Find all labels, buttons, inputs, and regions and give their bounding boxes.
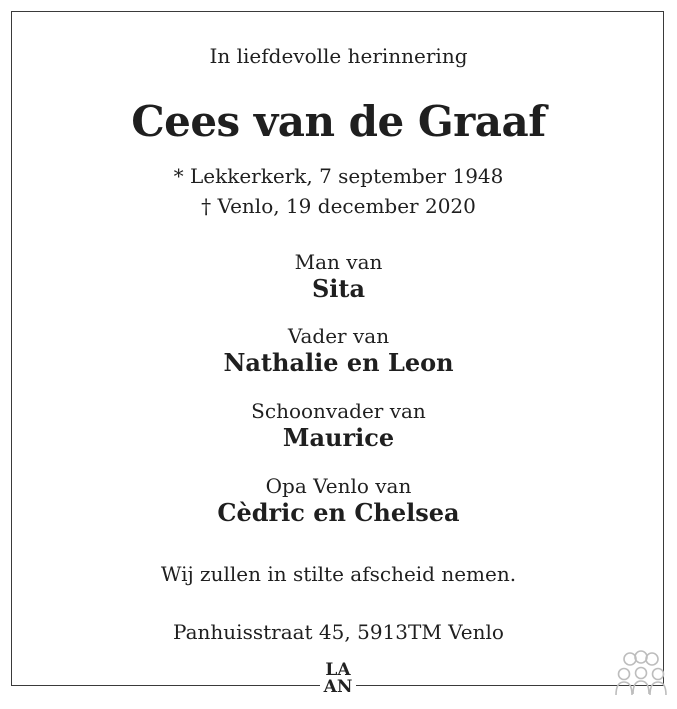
relation-label: Man van	[294, 250, 383, 274]
relation-label: Opa Venlo van	[265, 474, 412, 498]
intro-line: In liefdevolle herinnering	[209, 44, 468, 68]
people-group-icon	[615, 650, 667, 696]
relation-block	[0, 399, 677, 452]
relation-names: Cèdric en Chelsea	[217, 498, 460, 527]
deceased-name: Cees van de Graaf	[131, 97, 546, 146]
logo-line-2: AN	[323, 677, 353, 697]
birth-line: * Lekkerkerk, 7 september 1948	[173, 164, 504, 188]
publisher-logo	[320, 662, 356, 702]
address-line: Panhuisstraat 45, 5913TM Venlo	[173, 620, 504, 644]
logo-line-1: LA	[325, 660, 351, 680]
relation-block	[0, 250, 677, 303]
life-dates	[0, 161, 677, 221]
death-line: † Venlo, 19 december 2020	[201, 194, 476, 218]
relation-names: Nathalie en Leon	[223, 348, 454, 377]
relation-label: Schoonvader van	[251, 399, 426, 423]
closing-line: Wij zullen in stilte afscheid nemen.	[160, 562, 517, 586]
relation-block	[0, 324, 677, 377]
relation-label: Vader van	[287, 324, 390, 348]
relation-names: Maurice	[282, 423, 395, 452]
relation-names: Sita	[311, 274, 366, 303]
relation-block	[0, 474, 677, 527]
